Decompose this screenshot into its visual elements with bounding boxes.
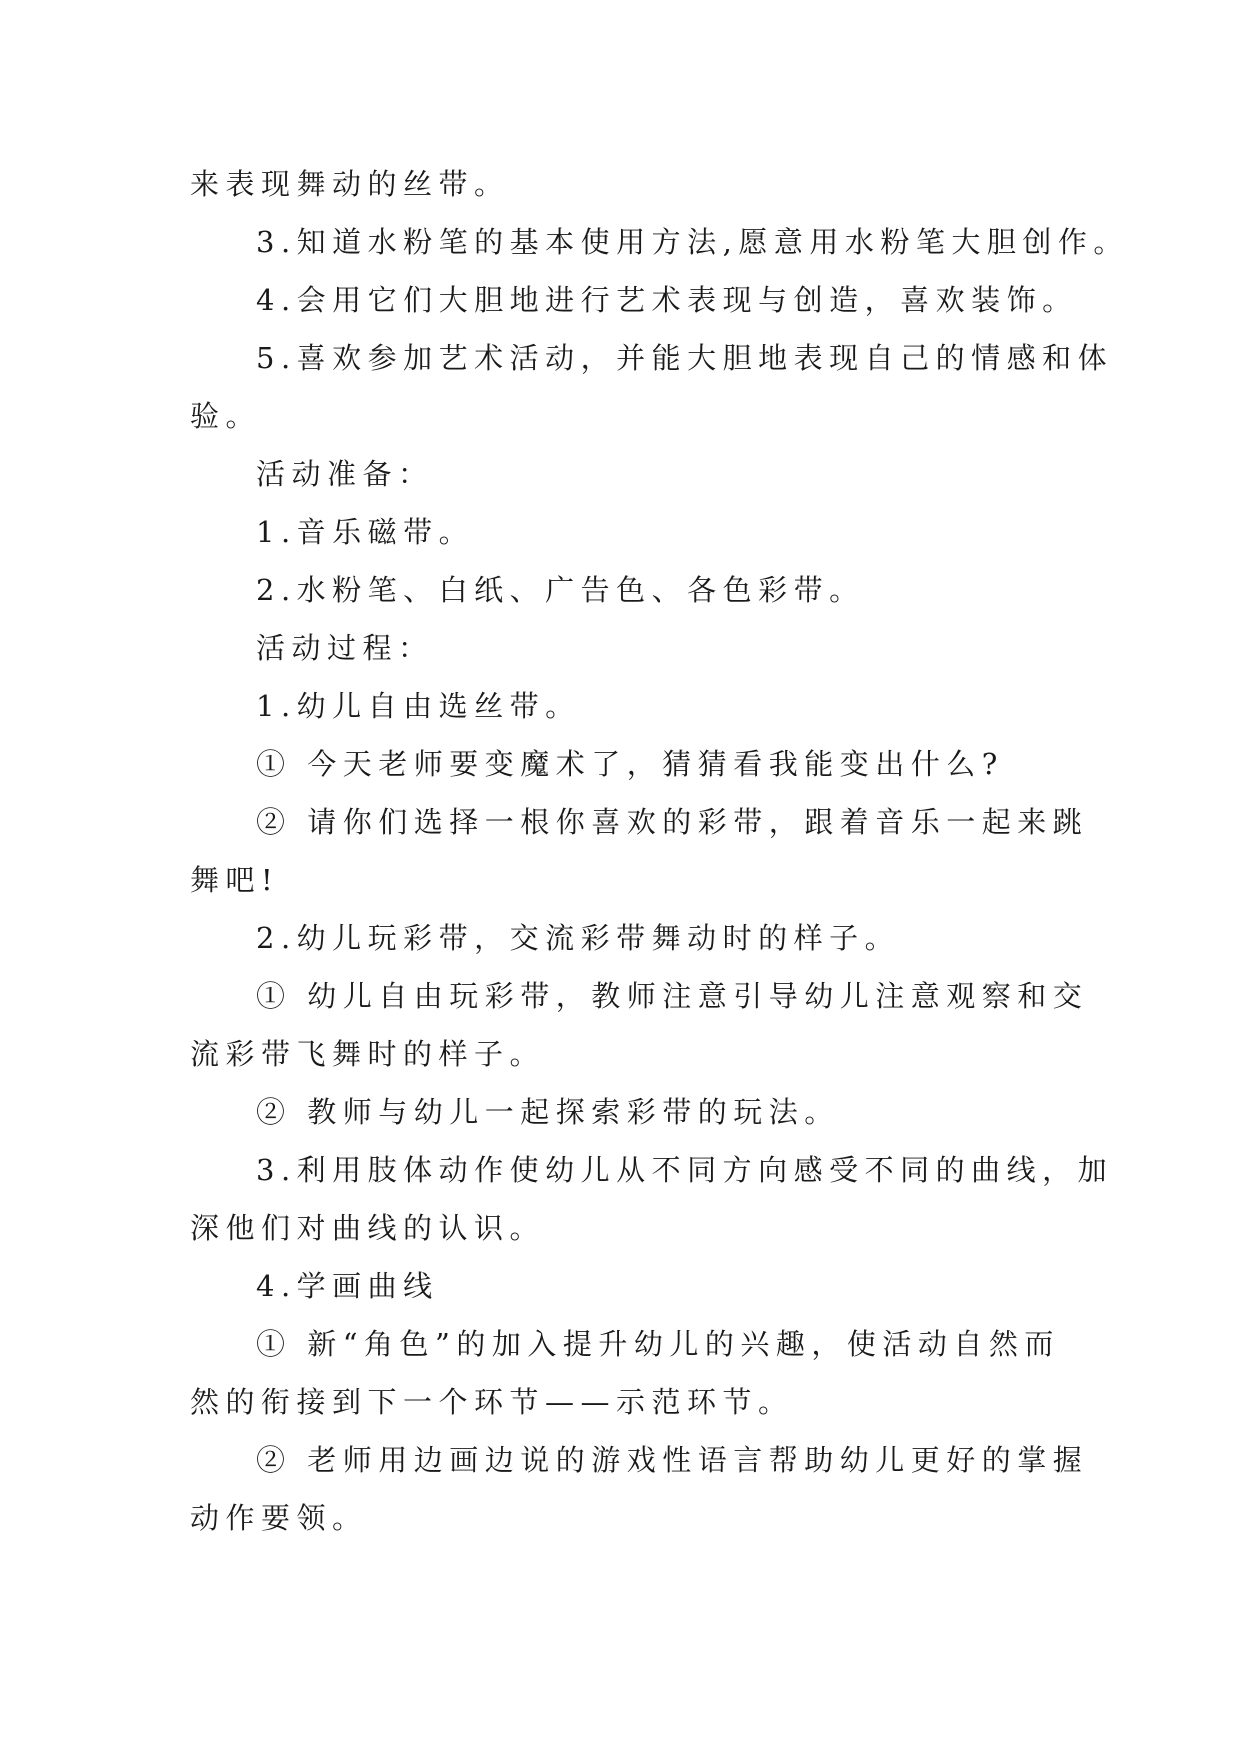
text-line: 3.利用肢体动作使幼儿从不同方向感受不同的曲线，加 xyxy=(256,1153,1114,1187)
text-line: 深他们对曲线的认识。 xyxy=(190,1211,546,1245)
text-line: 来表现舞动的丝带。 xyxy=(190,167,510,201)
text-line: 4.学画曲线 xyxy=(256,1269,439,1303)
text-line: 动作要领。 xyxy=(190,1501,368,1535)
text-line: 4.会用它们大胆地进行艺术表现与创造，喜欢装饰。 xyxy=(256,283,1078,317)
text-line: ② 教师与幼儿一起探索彩带的玩法。 xyxy=(256,1095,840,1129)
text-line: ① 新“角色”的加入提升幼儿的兴趣，使活动自然而 xyxy=(256,1327,1060,1361)
section-heading: 活动准备： xyxy=(256,457,434,491)
section-heading: 活动过程： xyxy=(256,631,434,665)
text-line: 1.幼儿自由选丝带。 xyxy=(256,689,581,723)
text-line: 1.音乐磁带。 xyxy=(256,515,475,549)
text-line: ② 老师用边画边说的游戏性语言帮助幼儿更好的掌握 xyxy=(256,1443,1089,1477)
text-line: 2.水粉笔、白纸、广告色、各色彩带。 xyxy=(256,573,865,607)
text-line: ① 幼儿自由玩彩带，教师注意引导幼儿注意观察和交 xyxy=(256,979,1089,1013)
text-line: ① 今天老师要变魔术了，猜猜看我能变出什么? xyxy=(256,747,1004,781)
text-line: 然的衔接到下一个环节——示范环节。 xyxy=(190,1385,794,1419)
text-line: 验。 xyxy=(190,399,262,433)
text-line: ② 请你们选择一根你喜欢的彩带，跟着音乐一起来跳 xyxy=(256,805,1089,839)
text-line: 流彩带飞舞时的样子。 xyxy=(190,1037,546,1071)
text-line: 2.幼儿玩彩带，交流彩带舞动时的样子。 xyxy=(256,921,901,955)
text-line: 舞吧! xyxy=(190,863,280,897)
text-line: 3.知道水粉笔的基本使用方法,愿意用水粉笔大胆创作。 xyxy=(256,225,1129,259)
text-line: 5.喜欢参加艺术活动，并能大胆地表现自己的情感和体 xyxy=(256,341,1114,375)
